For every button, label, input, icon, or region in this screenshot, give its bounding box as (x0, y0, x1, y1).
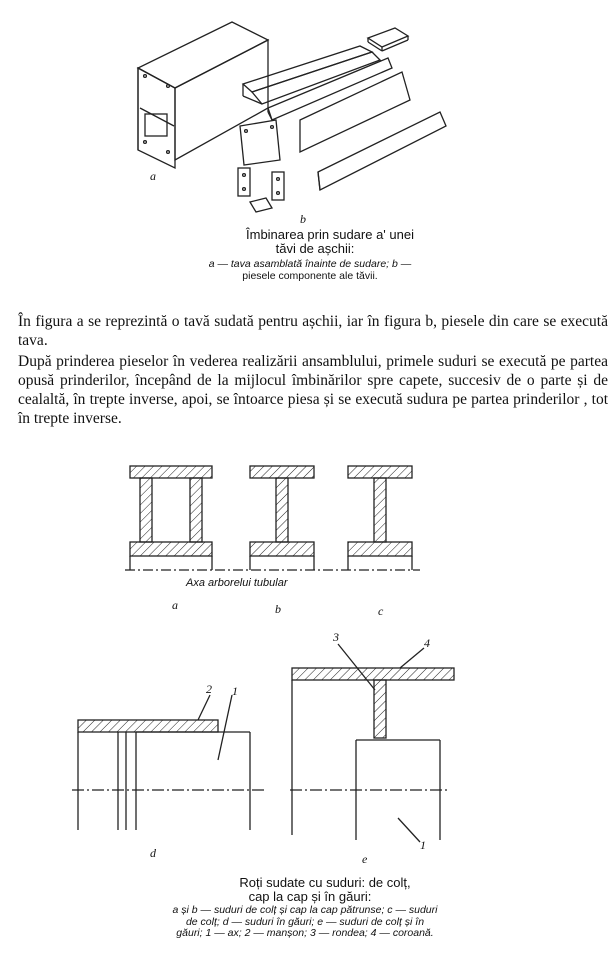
figure2-caption (70, 876, 540, 940)
figure-label-b: b (275, 602, 281, 616)
part-number-1: 1 (232, 684, 238, 698)
figure-label-a: a (172, 598, 178, 612)
part-number-1-right: 1 (420, 838, 426, 852)
figure-label-d: d (150, 846, 156, 860)
caption-legend-line3: găuri; 1 — ax; 2 — manșon; 3 — rondea; 4 — coroană. (176, 927, 434, 939)
part-number-2: 2 (206, 682, 212, 696)
caption-legend-line2: de colț; d — suduri în găuri; e — suduri de colț și în (185, 915, 425, 928)
figure-label-a: a (150, 169, 156, 183)
caption-title-line1: Îmbinarea prin sudare a' unei (246, 227, 414, 242)
caption-title-line1: Roți sudate cu suduri: de colț, (239, 875, 411, 890)
figure-label-c: c (378, 604, 384, 618)
figure-label-e: e (362, 852, 368, 866)
caption-legend-line1: a și b — suduri de colț și cap la cap pătrunse; c — suduri (172, 904, 438, 916)
paragraph-2: După prinderea pieselor în vederea realizării ansamblului, primele suduri se execută pe partea opusă prinderilor, începând de la mijlocul îmbinărilor spre capete, succesiv de o parte și de cealaltă, în trepte inverse, apoi, se întoarce piesa și se execută sudura pe partea prinderilor , tot în trepte inverse. (18, 353, 608, 427)
part-number-4: 4 (424, 636, 430, 650)
paragraph-1: În figura a se reprezintă o tavă sudată pentru așchii, iar în figura b, piesele din care se execută tava. (18, 313, 608, 349)
caption-title-line2: tăvi de așchii: (275, 241, 355, 256)
axis-label: Axa arborelui tubular (186, 577, 288, 589)
caption-legend-line2: piesele componente ale tăvii. (242, 270, 378, 282)
part-number-3: 3 (333, 630, 339, 644)
caption-title-line2: cap la cap și în găuri: (248, 889, 372, 904)
caption-legend-line1: a — tava asamblată înainte de sudare; b — (208, 258, 412, 270)
figure-label-b: b (300, 212, 306, 226)
